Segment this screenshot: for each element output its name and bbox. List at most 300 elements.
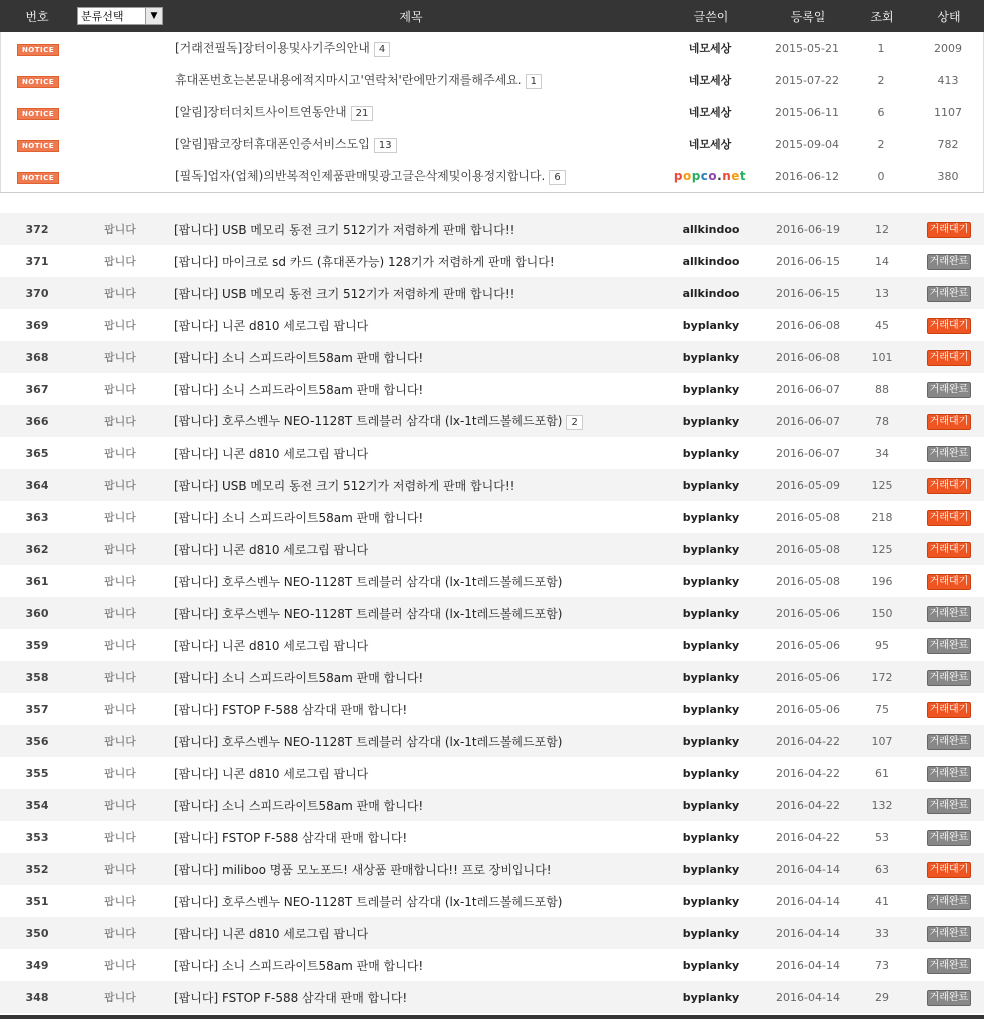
post-title-cell (166, 893, 656, 910)
status-badge: 거래대기 (927, 702, 972, 718)
author-name: byplanky (682, 607, 740, 620)
post-views: 14 (875, 254, 889, 268)
post-author[interactable] (656, 702, 766, 716)
status-badge: 거래대기 (927, 414, 972, 430)
status-badge: 거래완료 (927, 798, 972, 814)
status-badge: 거래완료 (927, 606, 972, 622)
post-title-link[interactable]: [팝니다] USB 메모리 동전 크기 512기가 저렴하게 판매 합니다!! (174, 478, 515, 493)
post-title-cell (166, 349, 656, 366)
post-status-cell (914, 605, 984, 622)
board-header (0, 0, 984, 32)
post-author[interactable] (656, 510, 766, 524)
post-status-cell (914, 253, 984, 270)
post-status-cell (914, 733, 984, 750)
author-name: byplanky (682, 991, 740, 1004)
post-views: 125 (871, 542, 893, 556)
post-title-link[interactable]: [팝니다] USB 메모리 동전 크기 512기가 저렴하게 판매 합니다!! (174, 286, 515, 301)
notice-views: 6 (877, 105, 885, 119)
post-category: 팝니다 (104, 863, 136, 876)
post-author[interactable] (656, 670, 766, 684)
author-name: allkindoo (682, 223, 740, 236)
notice-status: 413 (937, 73, 959, 87)
header-status: 상태 (937, 9, 961, 24)
post-status-cell (914, 893, 984, 910)
author-name: byplanky (682, 799, 740, 812)
post-date: 2016-05-06 (776, 606, 840, 620)
table-row (0, 885, 984, 917)
post-date: 2016-04-14 (776, 926, 840, 940)
post-author[interactable] (656, 830, 766, 844)
post-date: 2016-06-15 (776, 286, 840, 300)
post-status-cell (914, 413, 984, 430)
post-views: 78 (875, 414, 889, 428)
notice-status: 782 (937, 137, 959, 151)
post-number: 356 (25, 734, 49, 748)
table-row (0, 661, 984, 693)
post-author[interactable] (656, 606, 766, 620)
status-badge: 거래완료 (927, 766, 972, 782)
author-name: byplanky (682, 383, 740, 396)
post-category: 팝니다 (104, 415, 136, 428)
post-date: 2016-04-22 (776, 734, 840, 748)
post-title-link[interactable]: [팝니다] 호루스벤누 NEO-1128T 트레블러 삼각대 (lx-1t레드볼헤드포함) (174, 894, 563, 909)
post-views: 53 (875, 830, 889, 844)
post-views: 172 (871, 670, 893, 684)
author-name: byplanky (682, 479, 740, 492)
post-category: 팝니다 (104, 223, 136, 236)
post-author[interactable] (656, 318, 766, 332)
post-title-link[interactable]: [팝니다] 호루스벤누 NEO-1128T 트레블러 삼각대 (lx-1t레드볼헤드포함) (174, 574, 563, 589)
comment-count: 21 (351, 106, 374, 121)
post-date: 2016-04-22 (776, 830, 840, 844)
post-title-cell (166, 957, 656, 974)
notice-date: 2015-06-11 (775, 105, 839, 119)
table-row (0, 533, 984, 565)
post-title-link[interactable]: [팝니다] 니콘 d810 세로그립 팝니다 (174, 446, 369, 461)
post-date: 2016-05-08 (776, 574, 840, 588)
table-row (0, 565, 984, 597)
post-status-cell (914, 637, 984, 654)
post-status-cell (914, 349, 984, 366)
comment-count: 4 (374, 42, 390, 57)
post-category: 팝니다 (104, 351, 136, 364)
post-title-link[interactable]: [팝니다] 니콘 d810 세로그립 팝니다 (174, 318, 369, 333)
post-category: 팝니다 (104, 991, 136, 1004)
table-row (0, 629, 984, 661)
post-category: 팝니다 (104, 703, 136, 716)
notice-title-cell (167, 167, 655, 185)
post-author[interactable] (656, 574, 766, 588)
author-name: byplanky (682, 671, 740, 684)
post-views: 29 (875, 990, 889, 1004)
post-number: 352 (25, 862, 49, 876)
table-row (0, 277, 984, 309)
post-views: 73 (875, 958, 889, 972)
post-author[interactable] (656, 382, 766, 396)
post-category: 팝니다 (104, 927, 136, 940)
author-name: byplanky (682, 831, 740, 844)
table-row (0, 373, 984, 405)
notice-date: 2016-06-12 (775, 169, 839, 183)
post-title-cell (166, 765, 656, 782)
notice-badge: NOTICE (17, 172, 59, 184)
post-author[interactable] (656, 286, 766, 300)
post-status-cell (914, 861, 984, 878)
post-title-link[interactable]: [팝니다] miliboo 명품 모노포드! 새상품 판매합니다!! 프로 장비입니다! (174, 862, 552, 877)
notice-author[interactable] (655, 169, 765, 183)
notice-title-link[interactable]: 휴대폰번호는본문내용에적지마시고'연락처'란에만기재를해주세요. (175, 73, 522, 87)
table-row (0, 757, 984, 789)
notice-badge: NOTICE (17, 108, 59, 120)
author-name: 네모세상 (688, 42, 732, 55)
post-author[interactable] (656, 766, 766, 780)
notice-row (1, 64, 983, 96)
author-name: byplanky (682, 735, 740, 748)
post-title-link[interactable]: [팝니다] 소니 스피드라이트58am 판매 합니다! (174, 958, 424, 973)
author-name: 네모세상 (688, 106, 732, 119)
post-category: 팝니다 (104, 479, 136, 492)
post-views: 218 (871, 510, 893, 524)
notice-badge: NOTICE (17, 76, 59, 88)
author-name: byplanky (682, 895, 740, 908)
post-title-cell (166, 573, 656, 590)
post-author[interactable] (656, 350, 766, 364)
post-status-cell (914, 317, 984, 334)
author-name: byplanky (682, 863, 740, 876)
table-row (0, 213, 984, 245)
post-title-cell (166, 221, 656, 238)
notice-title-link[interactable]: [알림]팝코장터휴대폰인증서비스도입 (175, 137, 370, 151)
post-category: 팝니다 (104, 383, 136, 396)
post-category: 팝니다 (104, 255, 136, 268)
section-gap (0, 193, 984, 213)
post-views: 13 (875, 286, 889, 300)
post-status-cell (914, 701, 984, 718)
table-row (0, 437, 984, 469)
post-title-cell (166, 925, 656, 942)
post-date: 2016-04-14 (776, 894, 840, 908)
status-badge: 거래완료 (927, 830, 972, 846)
post-title-link[interactable]: [팝니다] 호루스벤누 NEO-1128T 트레블러 삼각대 (lx-1t레드볼헤드포함) (174, 734, 563, 749)
post-author[interactable] (656, 990, 766, 1004)
post-number: 351 (25, 894, 49, 908)
post-status-cell (914, 669, 984, 686)
post-title-cell (166, 541, 656, 558)
notice-date: 2015-07-22 (775, 73, 839, 87)
bottom-divider (0, 1015, 984, 1019)
post-views: 45 (875, 318, 889, 332)
status-badge: 거래완료 (927, 446, 972, 462)
post-title-link[interactable]: [팝니다] 니콘 d810 세로그립 팝니다 (174, 638, 369, 653)
post-number: 372 (25, 222, 49, 236)
post-title-cell (166, 637, 656, 654)
post-number: 354 (25, 798, 49, 812)
post-date: 2016-05-08 (776, 510, 840, 524)
post-views: 132 (871, 798, 893, 812)
post-author[interactable] (656, 254, 766, 268)
status-badge: 거래대기 (927, 542, 972, 558)
post-number: 367 (25, 382, 49, 396)
post-date: 2016-05-06 (776, 670, 840, 684)
table-row (0, 693, 984, 725)
post-status-cell (914, 925, 984, 942)
post-title-cell (166, 477, 656, 494)
post-category: 팝니다 (104, 543, 136, 556)
table-row (0, 597, 984, 629)
notice-row (1, 32, 983, 64)
post-author[interactable] (656, 446, 766, 460)
status-badge: 거래대기 (927, 222, 972, 238)
post-category: 팝니다 (104, 447, 136, 460)
post-status-cell (914, 573, 984, 590)
post-number: 355 (25, 766, 49, 780)
post-date: 2016-04-14 (776, 862, 840, 876)
notice-badge-cell (1, 105, 75, 120)
post-title-cell (166, 317, 656, 334)
chevron-down-icon: ▼ (145, 8, 162, 24)
notice-views: 2 (877, 73, 885, 87)
post-category: 팝니다 (104, 671, 136, 684)
category-select[interactable] (77, 7, 163, 25)
post-status-cell (914, 829, 984, 846)
author-name: allkindoo (682, 287, 740, 300)
post-number: 350 (25, 926, 49, 940)
notice-author[interactable] (655, 72, 765, 88)
post-date: 2016-05-06 (776, 638, 840, 652)
post-status-cell (914, 957, 984, 974)
status-badge: 거래완료 (927, 734, 972, 750)
status-badge: 거래대기 (927, 318, 972, 334)
status-badge: 거래완료 (927, 254, 972, 270)
author-name: byplanky (682, 767, 740, 780)
post-views: 63 (875, 862, 889, 876)
header-author: 글쓴이 (693, 9, 729, 24)
comment-count: 13 (374, 138, 397, 153)
post-views: 34 (875, 446, 889, 460)
table-row (0, 853, 984, 885)
post-title-cell (166, 412, 656, 430)
post-status-cell (914, 765, 984, 782)
post-title-link[interactable]: [팝니다] 소니 스피드라이트58am 판매 합니다! (174, 670, 424, 685)
table-row (0, 981, 984, 1013)
post-author[interactable] (656, 414, 766, 428)
post-author[interactable] (656, 798, 766, 812)
status-badge: 거래완료 (927, 894, 972, 910)
notice-row (1, 160, 983, 192)
notice-date: 2015-09-04 (775, 137, 839, 151)
post-views: 33 (875, 926, 889, 940)
post-status-cell (914, 797, 984, 814)
notice-title-cell (167, 103, 655, 121)
post-title-cell (166, 829, 656, 846)
status-badge: 거래완료 (927, 958, 972, 974)
post-author[interactable] (656, 638, 766, 652)
post-author[interactable] (656, 222, 766, 236)
post-date: 2016-05-08 (776, 542, 840, 556)
post-number: 363 (25, 510, 49, 524)
post-title-link[interactable]: [팝니다] 호루스벤누 NEO-1128T 트레블러 삼각대 (lx-1t레드볼헤드포함) (174, 606, 563, 621)
notice-badge-cell (1, 137, 75, 152)
notice-author[interactable] (655, 104, 765, 120)
post-title-cell (166, 797, 656, 814)
post-date: 2016-06-07 (776, 382, 840, 396)
post-title-cell (166, 605, 656, 622)
post-views: 41 (875, 894, 889, 908)
notice-author[interactable] (655, 40, 765, 56)
header-title: 제목 (399, 9, 423, 24)
notice-title-cell (167, 135, 655, 153)
post-date: 2016-04-22 (776, 766, 840, 780)
post-status-cell (914, 221, 984, 238)
post-views: 150 (871, 606, 893, 620)
author-name: byplanky (682, 959, 740, 972)
post-author[interactable] (656, 542, 766, 556)
status-badge: 거래완료 (927, 990, 972, 1006)
category-select-value: 분류선택 (81, 10, 124, 23)
post-title-link[interactable]: [팝니다] 소니 스피드라이트58am 판매 합니다! (174, 350, 424, 365)
post-title-cell (166, 989, 656, 1006)
post-title-link[interactable]: [팝니다] 소니 스피드라이트58am 판매 합니다! (174, 798, 424, 813)
status-badge: 거래대기 (927, 862, 972, 878)
post-date: 2016-04-22 (776, 798, 840, 812)
post-author[interactable] (656, 734, 766, 748)
post-title-link[interactable]: [팝니다] 마이크로 sd 카드 (휴대폰가능) 128기가 저렴하게 판매 합니다! (174, 254, 555, 269)
table-row (0, 469, 984, 501)
status-badge: 거래대기 (927, 478, 972, 494)
post-title-cell (166, 733, 656, 750)
post-number: 362 (25, 542, 49, 556)
comment-count: 2 (566, 415, 582, 430)
notice-row (1, 128, 983, 160)
status-badge: 거래대기 (927, 510, 972, 526)
post-status-cell (914, 477, 984, 494)
post-date: 2016-06-15 (776, 254, 840, 268)
post-number: 360 (25, 606, 49, 620)
post-number: 365 (25, 446, 49, 460)
table-row (0, 725, 984, 757)
post-title-link[interactable]: [팝니다] 니콘 d810 세로그립 팝니다 (174, 766, 369, 781)
post-title-cell (166, 285, 656, 302)
post-author[interactable] (656, 478, 766, 492)
post-views: 125 (871, 478, 893, 492)
notice-date: 2015-05-21 (775, 41, 839, 55)
table-row (0, 949, 984, 981)
post-status-cell (914, 989, 984, 1006)
post-title-cell (166, 253, 656, 270)
comment-count: 6 (549, 170, 565, 185)
author-name: byplanky (682, 703, 740, 716)
post-author[interactable] (656, 862, 766, 876)
post-number: 349 (25, 958, 49, 972)
post-views: 107 (871, 734, 893, 748)
post-number: 369 (25, 318, 49, 332)
notice-title-link[interactable]: [거래전필독]장터이용및사기주의안내 (175, 41, 370, 55)
author-name: byplanky (682, 639, 740, 652)
notice-badge-cell (1, 41, 75, 56)
table-row (0, 917, 984, 949)
post-title-link[interactable]: [팝니다] FSTOP F-588 삼각대 판매 합니다! (174, 830, 408, 845)
post-views: 61 (875, 766, 889, 780)
notice-title-cell (167, 39, 655, 57)
post-date: 2016-06-08 (776, 318, 840, 332)
post-category: 팝니다 (104, 287, 136, 300)
author-name: byplanky (682, 447, 740, 460)
post-list (0, 213, 984, 1013)
post-author[interactable] (656, 894, 766, 908)
post-views: 88 (875, 382, 889, 396)
post-category: 팝니다 (104, 607, 136, 620)
author-name: 네모세상 (688, 74, 732, 87)
notice-views: 1 (877, 41, 885, 55)
post-number: 353 (25, 830, 49, 844)
author-name: byplanky (682, 511, 740, 524)
author-name: byplanky (682, 543, 740, 556)
post-title-link[interactable]: [팝니다] 호루스벤누 NEO-1128T 트레블러 삼각대 (lx-1t레드볼헤드포함) (174, 414, 563, 428)
post-number: 364 (25, 478, 49, 492)
table-row (0, 405, 984, 437)
post-title-link[interactable]: [팝니다] FSTOP F-588 삼각대 판매 합니다! (174, 702, 408, 717)
post-title-cell (166, 669, 656, 686)
post-author[interactable] (656, 958, 766, 972)
status-badge: 거래완료 (927, 926, 972, 942)
status-badge: 거래완료 (927, 382, 972, 398)
header-category (74, 7, 166, 25)
notice-views: 0 (877, 169, 885, 183)
post-date: 2016-06-07 (776, 414, 840, 428)
post-number: 357 (25, 702, 49, 716)
table-row (0, 501, 984, 533)
post-number: 361 (25, 574, 49, 588)
notice-author[interactable] (655, 136, 765, 152)
post-views: 101 (871, 350, 893, 364)
post-date: 2016-05-06 (776, 702, 840, 716)
post-views: 75 (875, 702, 889, 716)
post-category: 팝니다 (104, 319, 136, 332)
post-status-cell (914, 541, 984, 558)
post-number: 370 (25, 286, 49, 300)
table-row (0, 821, 984, 853)
post-category: 팝니다 (104, 735, 136, 748)
post-category: 팝니다 (104, 799, 136, 812)
post-category: 팝니다 (104, 767, 136, 780)
post-number: 359 (25, 638, 49, 652)
post-category: 팝니다 (104, 831, 136, 844)
post-views: 12 (875, 222, 889, 236)
notice-title-link[interactable]: [알림]장터더치트사이트연동안내 (175, 105, 347, 119)
table-row (0, 341, 984, 373)
comment-count: 1 (526, 74, 542, 89)
post-title-link[interactable]: [팝니다] 소니 스피드라이트58am 판매 합니다! (174, 382, 424, 397)
post-author[interactable] (656, 926, 766, 940)
post-title-link[interactable]: [팝니다] 니콘 d810 세로그립 팝니다 (174, 542, 369, 557)
post-title-cell (166, 445, 656, 462)
post-date: 2016-06-07 (776, 446, 840, 460)
post-date: 2016-04-14 (776, 990, 840, 1004)
post-category: 팝니다 (104, 895, 136, 908)
header-views: 조회 (870, 9, 894, 24)
post-title-link[interactable]: [팝니다] FSTOP F-588 삼각대 판매 합니다! (174, 990, 408, 1005)
notice-badge-cell (1, 169, 75, 184)
notice-title-link[interactable]: [필독]업자(업체)의반복적인제품판매및광고글은삭제및이용정지합니다. (175, 169, 546, 183)
post-status-cell (914, 285, 984, 302)
post-title-link[interactable]: [팝니다] 니콘 d810 세로그립 팝니다 (174, 926, 369, 941)
notice-status: 2009 (934, 41, 962, 55)
status-badge: 거래대기 (927, 574, 972, 590)
notice-list (0, 32, 984, 193)
post-date: 2016-06-19 (776, 222, 840, 236)
post-title-link[interactable]: [팝니다] USB 메모리 동전 크기 512기가 저렴하게 판매 합니다!! (174, 222, 515, 237)
post-title-link[interactable]: [팝니다] 소니 스피드라이트58am 판매 합니다! (174, 510, 424, 525)
